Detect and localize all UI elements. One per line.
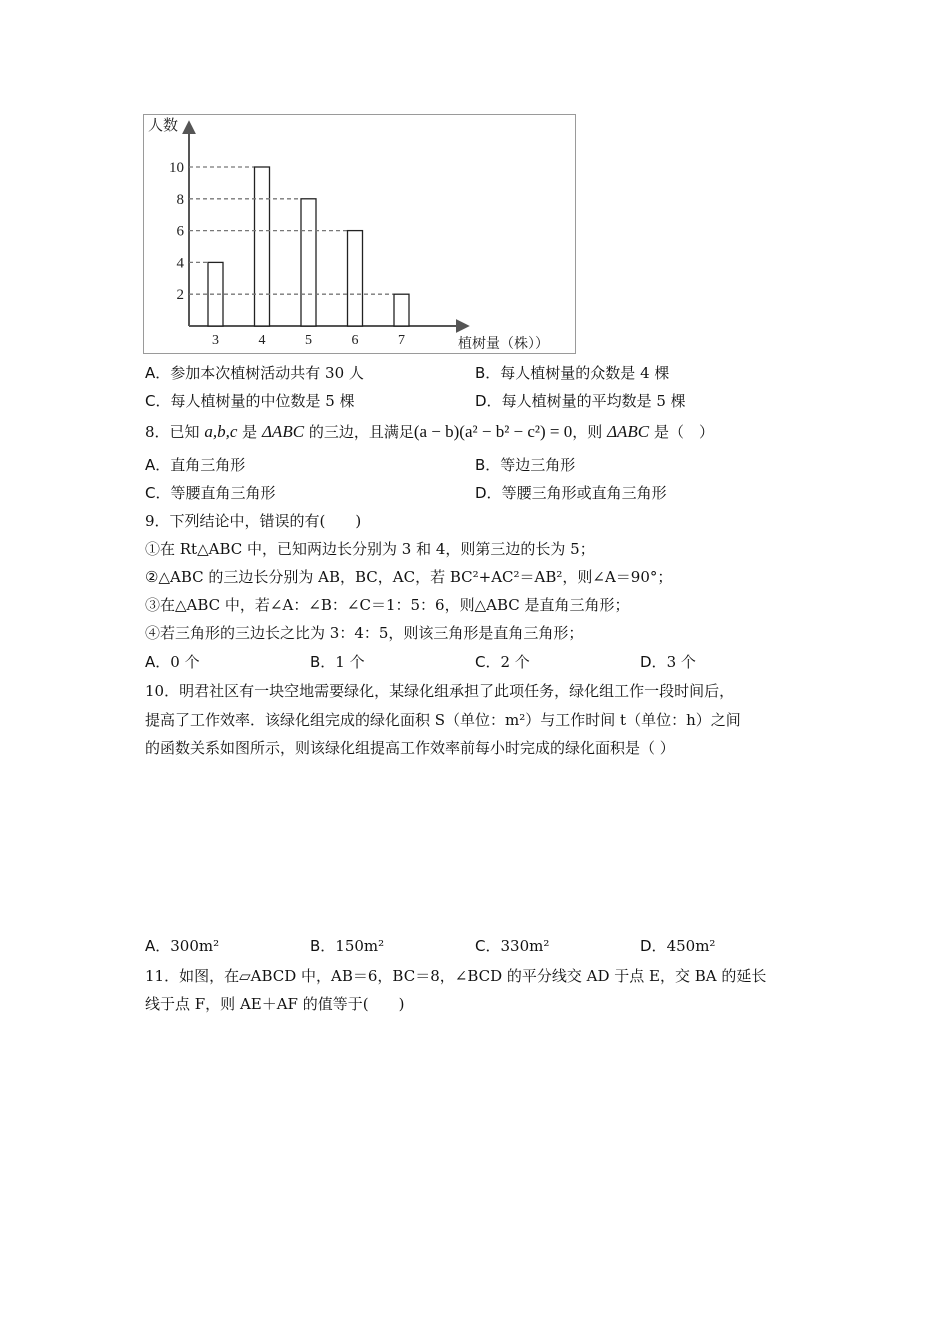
q7-option-b[interactable] <box>475 363 669 383</box>
q8-option-d[interactable] <box>475 483 667 503</box>
y-tick-label: 6 <box>176 223 184 240</box>
q7-option-d[interactable] <box>475 391 686 411</box>
q11-stem-line-2: 线于点 F，则 AE＋AF 的值等于( ) <box>145 995 405 1013</box>
option-label: B． <box>475 456 501 474</box>
y-tick-label: 10 <box>169 160 184 176</box>
q7-option-a[interactable] <box>145 363 364 383</box>
option-text: 等腰三角形或直角三角形 <box>501 484 667 502</box>
option-label: D． <box>475 484 502 502</box>
q9-option-c[interactable] <box>475 652 530 672</box>
y-tick-label: 4 <box>176 255 184 272</box>
x-tick-label: 7 <box>398 333 405 348</box>
q10-stem-line-2: 提高了工作效率．该绿化组完成的绿化面积 S（单位：m²）与工作时间 t（单位：h）之间 <box>145 711 741 729</box>
option-label: B． <box>310 653 336 671</box>
option-text: 450m² <box>666 937 716 955</box>
q9-option-a[interactable] <box>145 652 200 672</box>
q9-option-b[interactable] <box>310 652 365 672</box>
option-label: A． <box>145 653 171 671</box>
q9-option-d[interactable] <box>640 652 696 672</box>
option-text: 2 个 <box>500 653 530 671</box>
q8-option-b[interactable] <box>475 455 575 475</box>
x-tick-label: 6 <box>351 333 359 348</box>
y-tick-label: 8 <box>176 191 184 208</box>
option-text: 300m² <box>170 937 220 955</box>
y-tick-label: 2 <box>176 287 184 304</box>
option-text: 3 个 <box>666 653 696 671</box>
option-label: C． <box>475 653 501 671</box>
option-label: C． <box>145 392 171 410</box>
option-text: 150m² <box>335 937 385 955</box>
bar <box>394 294 409 326</box>
q10-option-d[interactable] <box>640 936 715 956</box>
bar-chart-svg <box>144 115 577 355</box>
x-tick-label: 4 <box>258 333 266 348</box>
option-label: A． <box>145 364 171 382</box>
q8-then: ，则 <box>572 423 603 441</box>
x-tick-label: 3 <box>212 333 219 348</box>
q9-statement-4: ④若三角形的三边长之比为 3：4：5，则该三角形是直角三角形； <box>145 624 584 642</box>
option-text: 参加本次植树活动共有 30 人 <box>170 364 364 382</box>
q9-statement-1: ①在 Rt△ABC 中，已知两边长分别为 3 和 4，则第三边的长为 5； <box>145 540 595 558</box>
q8-triangle: ΔABC <box>261 422 305 441</box>
option-label: C． <box>145 484 171 502</box>
q11-stem-line-1: 11．如图，在▱ABCD 中，AB＝6，BC＝8，∠BCD 的平分线交 AD 于点 E，交 BA 的延长 <box>145 967 767 985</box>
q9-statement-3: ③在△ABC 中，若∠A：∠B：∠C＝1：5：6，则△ABC 是直角三角形； <box>145 596 630 614</box>
x-tick-label: 5 <box>305 333 312 348</box>
q10-option-c[interactable] <box>475 936 549 956</box>
option-label: D． <box>640 937 667 955</box>
option-text: 每人植树量的众数是 4 棵 <box>500 364 670 382</box>
q9-stem: 9．下列结论中，错误的有( ) <box>145 512 362 530</box>
q8-stem <box>145 422 714 442</box>
bar <box>301 199 316 326</box>
q8-suffix: 是（ ） <box>653 423 714 441</box>
q8-equation: (a − b)(a² − b² − c²) = 0 <box>413 422 573 441</box>
option-text: 330m² <box>500 937 550 955</box>
q8-triangle-2: ΔABC <box>607 422 650 441</box>
q10-option-b[interactable] <box>310 936 384 956</box>
option-label: A． <box>145 937 171 955</box>
x-axis-label: 植树量（株）） <box>458 336 549 352</box>
option-text: 每人植树量的平均数是 5 棵 <box>501 392 686 410</box>
q8-is: 是 <box>242 423 258 441</box>
option-label: B． <box>310 937 336 955</box>
option-label: C． <box>475 937 501 955</box>
q10-stem-line-3: 的函数关系如图所示，则该绿化组提高工作效率前每小时完成的绿化面积是（ ） <box>145 739 675 757</box>
q7-option-c[interactable] <box>145 391 355 411</box>
option-text: 每人植树量的中位数是 5 棵 <box>170 392 355 410</box>
option-text: 1 个 <box>335 653 365 671</box>
option-label: B． <box>475 364 501 382</box>
q10-option-a[interactable] <box>145 936 219 956</box>
option-text: 0 个 <box>170 653 200 671</box>
option-label: A． <box>145 456 171 474</box>
q10-stem-line-1: 10．明君社区有一块空地需要绿化，某绿化组承担了此项任务，绿化组工作一段时间后， <box>145 682 735 700</box>
q8-prefix: 8．已知 <box>145 423 200 441</box>
option-label: D． <box>475 392 502 410</box>
option-label: D． <box>640 653 667 671</box>
option-text: 等边三角形 <box>500 456 576 474</box>
q8-mid: 的三边，且满足 <box>308 423 414 441</box>
q8-option-a[interactable] <box>145 455 245 475</box>
bar <box>255 167 270 326</box>
bar <box>348 231 363 326</box>
q8-option-c[interactable] <box>145 483 276 503</box>
q8-vars: a,b,c <box>204 422 238 441</box>
option-text: 直角三角形 <box>170 456 246 474</box>
option-text: 等腰直角三角形 <box>170 484 276 502</box>
q9-statement-2: ②△ABC 的三边长分别为 AB，BC，AC，若 BC²+AC²＝AB²，则∠A＝90°； <box>145 568 673 586</box>
y-axis-label: 人数 <box>148 116 179 134</box>
bar-chart <box>143 114 576 354</box>
